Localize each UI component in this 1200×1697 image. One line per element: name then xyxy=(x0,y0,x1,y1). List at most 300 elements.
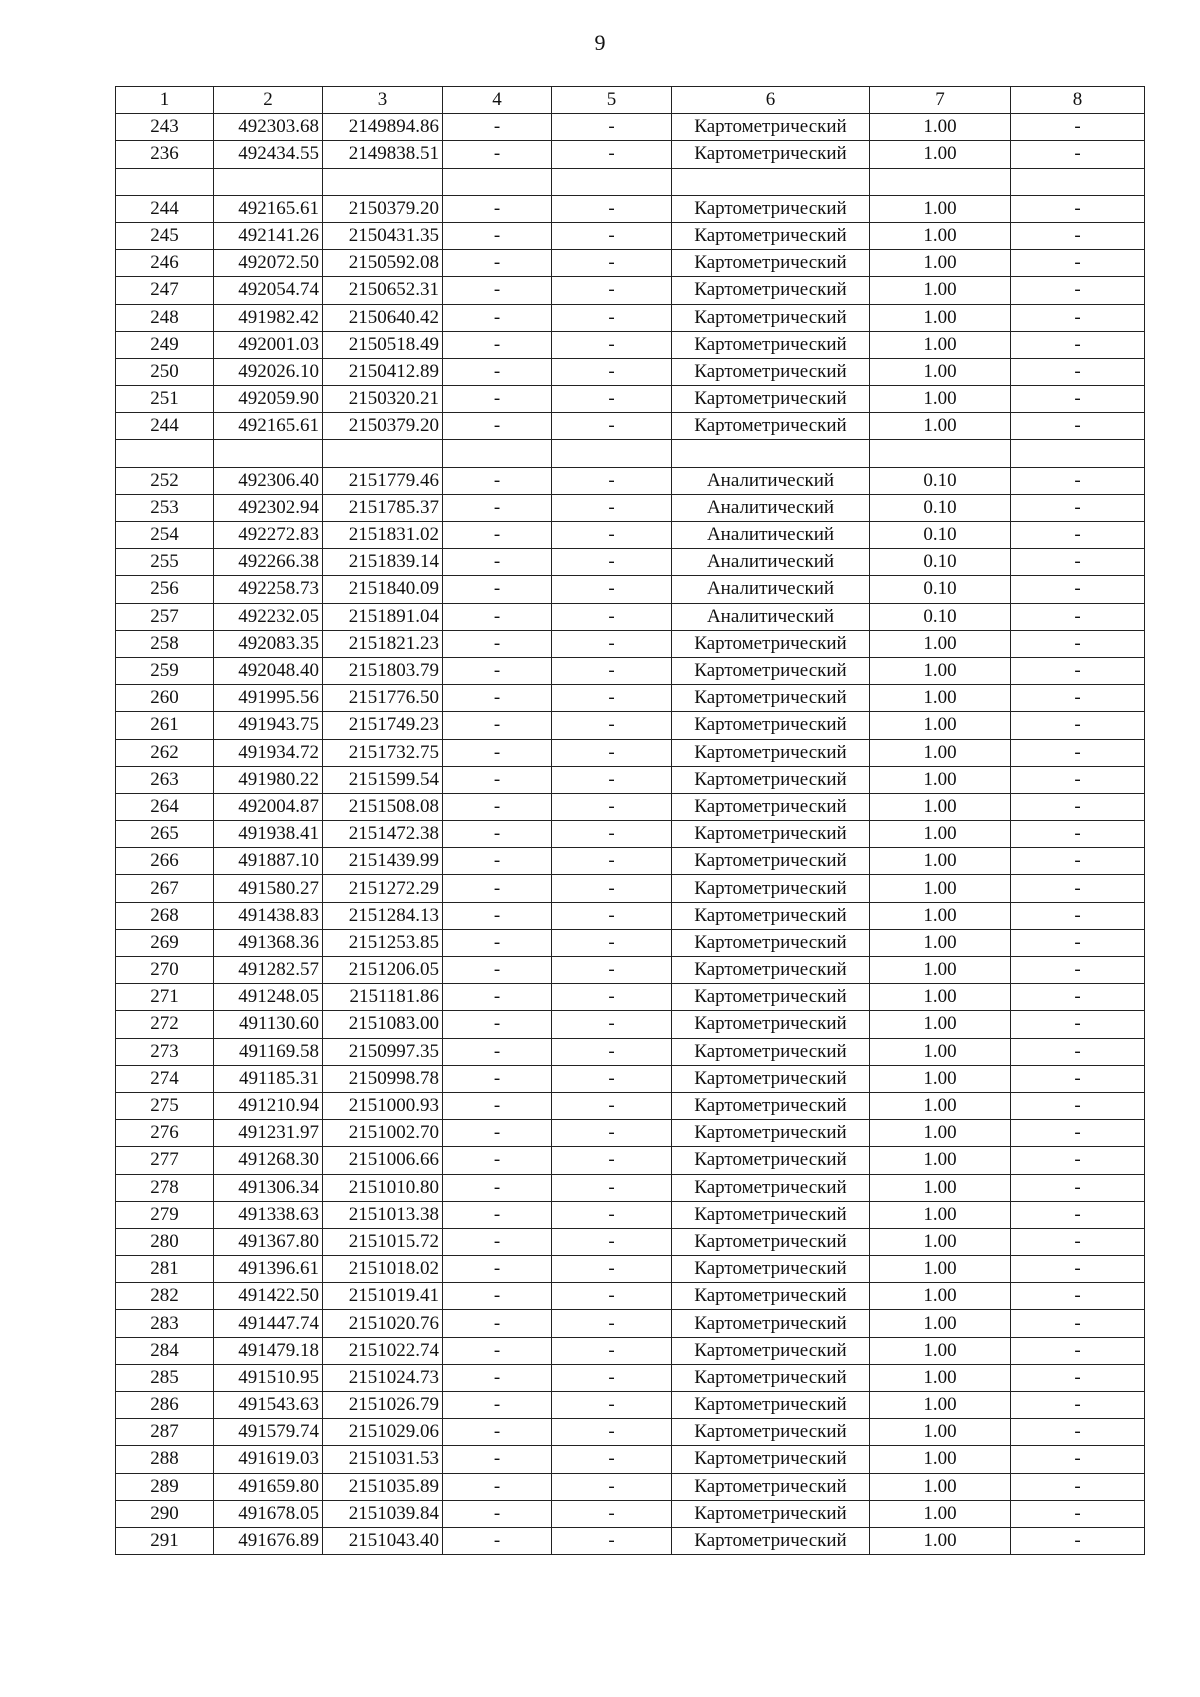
col-4-cell: - xyxy=(443,1120,552,1147)
table-row xyxy=(116,494,1145,521)
accuracy-cell: 1.00 xyxy=(870,1201,1011,1228)
x-coordinate-cell: 492059.90 xyxy=(214,386,323,413)
col-4-cell: - xyxy=(443,222,552,249)
table-row xyxy=(116,1147,1145,1174)
method-cell: Картометрический xyxy=(672,1500,870,1527)
method-cell: Картометрический xyxy=(672,1473,870,1500)
table-row xyxy=(116,1201,1145,1228)
table-row xyxy=(116,657,1145,684)
col-4-cell: - xyxy=(443,1174,552,1201)
y-coordinate-cell: 2151749.23 xyxy=(323,712,443,739)
col-8-cell: - xyxy=(1011,766,1145,793)
col-5-cell: - xyxy=(552,1283,672,1310)
y-coordinate-cell: 2151006.66 xyxy=(323,1147,443,1174)
point-number-cell: 286 xyxy=(116,1392,214,1419)
col-5-cell: - xyxy=(552,793,672,820)
col-5-cell: - xyxy=(552,522,672,549)
col-4-cell: - xyxy=(443,1228,552,1255)
col-5-cell: - xyxy=(552,1473,672,1500)
point-number-cell: 272 xyxy=(116,1011,214,1038)
method-cell: Картометрический xyxy=(672,1174,870,1201)
accuracy-cell: 1.00 xyxy=(870,222,1011,249)
col-5-cell: - xyxy=(552,250,672,277)
point-number-cell: 257 xyxy=(116,603,214,630)
accuracy-cell: 1.00 xyxy=(870,358,1011,385)
y-coordinate-cell: 2151821.23 xyxy=(323,630,443,657)
y-coordinate-cell: 2151181.86 xyxy=(323,984,443,1011)
col-8-cell: - xyxy=(1011,848,1145,875)
x-coordinate-cell: 491510.95 xyxy=(214,1364,323,1391)
col-4-cell: - xyxy=(443,114,552,141)
point-number-cell: 275 xyxy=(116,1092,214,1119)
table-row xyxy=(116,1310,1145,1337)
point-number-cell: 247 xyxy=(116,277,214,304)
method-cell: Картометрический xyxy=(672,304,870,331)
table-row xyxy=(116,522,1145,549)
col-4-cell: - xyxy=(443,1419,552,1446)
col-4-cell xyxy=(443,168,552,195)
col-4-cell: - xyxy=(443,603,552,630)
y-coordinate-cell: 2151083.00 xyxy=(323,1011,443,1038)
point-number-cell: 281 xyxy=(116,1256,214,1283)
point-number-cell: 285 xyxy=(116,1364,214,1391)
y-coordinate-cell: 2151840.09 xyxy=(323,576,443,603)
y-coordinate-cell: 2151000.93 xyxy=(323,1092,443,1119)
y-coordinate-cell: 2151776.50 xyxy=(323,685,443,712)
method-cell: Картометрический xyxy=(672,1310,870,1337)
x-coordinate-cell: 492258.73 xyxy=(214,576,323,603)
method-cell: Аналитический xyxy=(672,549,870,576)
method-cell: Картометрический xyxy=(672,1283,870,1310)
x-coordinate-cell xyxy=(214,440,323,467)
x-coordinate-cell: 491268.30 xyxy=(214,1147,323,1174)
col-8-cell: - xyxy=(1011,413,1145,440)
col-8-cell: - xyxy=(1011,793,1145,820)
table-row xyxy=(116,821,1145,848)
x-coordinate-cell: 491306.34 xyxy=(214,1174,323,1201)
method-cell: Картометрический xyxy=(672,685,870,712)
page-number: 9 xyxy=(594,30,606,55)
col-5-cell: - xyxy=(552,304,672,331)
table-row xyxy=(116,984,1145,1011)
y-coordinate-cell xyxy=(323,440,443,467)
table-row xyxy=(116,386,1145,413)
method-cell: Картометрический xyxy=(672,902,870,929)
col-5-cell: - xyxy=(552,712,672,739)
y-coordinate-cell: 2151803.79 xyxy=(323,657,443,684)
y-coordinate-cell: 2150431.35 xyxy=(323,222,443,249)
point-number-cell xyxy=(116,440,214,467)
col-4-cell: - xyxy=(443,1310,552,1337)
y-coordinate-cell: 2151272.29 xyxy=(323,875,443,902)
col-4-cell: - xyxy=(443,141,552,168)
col-4-cell: - xyxy=(443,1446,552,1473)
point-number-cell: 270 xyxy=(116,957,214,984)
col-5-cell: - xyxy=(552,494,672,521)
col-8-cell: - xyxy=(1011,1364,1145,1391)
accuracy-cell: 1.00 xyxy=(870,821,1011,848)
col-8-cell: - xyxy=(1011,1310,1145,1337)
y-coordinate-cell: 2150379.20 xyxy=(323,195,443,222)
y-coordinate-cell: 2149838.51 xyxy=(323,141,443,168)
point-number-cell: 255 xyxy=(116,549,214,576)
col-8-cell: - xyxy=(1011,1283,1145,1310)
col-5-cell: - xyxy=(552,902,672,929)
col-5-cell xyxy=(552,440,672,467)
table-row xyxy=(116,929,1145,956)
point-number-cell: 236 xyxy=(116,141,214,168)
col-8-cell: - xyxy=(1011,603,1145,630)
table-row xyxy=(116,1392,1145,1419)
x-coordinate-cell: 491169.58 xyxy=(214,1038,323,1065)
y-coordinate-cell: 2151010.80 xyxy=(323,1174,443,1201)
accuracy-cell: 0.10 xyxy=(870,494,1011,521)
y-coordinate-cell: 2151015.72 xyxy=(323,1228,443,1255)
header-cell-7: 7 xyxy=(870,87,1011,114)
col-8-cell: - xyxy=(1011,712,1145,739)
col-8-cell: - xyxy=(1011,821,1145,848)
method-cell: Картометрический xyxy=(672,1201,870,1228)
col-8-cell: - xyxy=(1011,1038,1145,1065)
table-row xyxy=(116,358,1145,385)
x-coordinate-cell: 491678.05 xyxy=(214,1500,323,1527)
x-coordinate-cell: 491130.60 xyxy=(214,1011,323,1038)
col-8-cell: - xyxy=(1011,467,1145,494)
col-5-cell: - xyxy=(552,1120,672,1147)
method-cell: Картометрический xyxy=(672,114,870,141)
x-coordinate-cell: 492303.68 xyxy=(214,114,323,141)
x-coordinate-cell: 492232.05 xyxy=(214,603,323,630)
col-5-cell: - xyxy=(552,1174,672,1201)
method-cell: Картометрический xyxy=(672,413,870,440)
x-coordinate-cell: 491676.89 xyxy=(214,1527,323,1554)
col-8-cell: - xyxy=(1011,1419,1145,1446)
y-coordinate-cell: 2151020.76 xyxy=(323,1310,443,1337)
y-coordinate-cell: 2151026.79 xyxy=(323,1392,443,1419)
y-coordinate-cell: 2151013.38 xyxy=(323,1201,443,1228)
x-coordinate-cell: 491887.10 xyxy=(214,848,323,875)
y-coordinate-cell: 2151508.08 xyxy=(323,793,443,820)
point-number-cell: 261 xyxy=(116,712,214,739)
col-5-cell: - xyxy=(552,875,672,902)
col-8-cell: - xyxy=(1011,250,1145,277)
col-5-cell: - xyxy=(552,1228,672,1255)
point-number-cell: 279 xyxy=(116,1201,214,1228)
accuracy-cell: 1.00 xyxy=(870,739,1011,766)
x-coordinate-cell: 492083.35 xyxy=(214,630,323,657)
point-number-cell: 253 xyxy=(116,494,214,521)
point-number-cell: 278 xyxy=(116,1174,214,1201)
x-coordinate-cell: 492054.74 xyxy=(214,277,323,304)
accuracy-cell: 1.00 xyxy=(870,1174,1011,1201)
point-number-cell: 274 xyxy=(116,1065,214,1092)
accuracy-cell: 1.00 xyxy=(870,685,1011,712)
y-coordinate-cell: 2151206.05 xyxy=(323,957,443,984)
col-8-cell: - xyxy=(1011,1527,1145,1554)
col-4-cell: - xyxy=(443,467,552,494)
accuracy-cell: 1.00 xyxy=(870,712,1011,739)
col-5-cell: - xyxy=(552,1011,672,1038)
accuracy-cell: 1.00 xyxy=(870,250,1011,277)
method-cell: Картометрический xyxy=(672,766,870,793)
col-8-cell xyxy=(1011,168,1145,195)
table-row xyxy=(116,195,1145,222)
col-8-cell: - xyxy=(1011,739,1145,766)
y-coordinate-cell xyxy=(323,168,443,195)
col-8-cell: - xyxy=(1011,222,1145,249)
accuracy-cell: 1.00 xyxy=(870,793,1011,820)
table-row xyxy=(116,1283,1145,1310)
x-coordinate-cell: 492072.50 xyxy=(214,250,323,277)
x-coordinate-cell: 491231.97 xyxy=(214,1120,323,1147)
table-row xyxy=(116,902,1145,929)
accuracy-cell: 1.00 xyxy=(870,848,1011,875)
y-coordinate-cell: 2150998.78 xyxy=(323,1065,443,1092)
y-coordinate-cell: 2151891.04 xyxy=(323,603,443,630)
accuracy-cell: 1.00 xyxy=(870,957,1011,984)
col-4-cell: - xyxy=(443,1527,552,1554)
accuracy-cell: 1.00 xyxy=(870,1392,1011,1419)
col-4-cell: - xyxy=(443,413,552,440)
col-5-cell: - xyxy=(552,739,672,766)
col-8-cell: - xyxy=(1011,386,1145,413)
x-coordinate-cell: 492141.26 xyxy=(214,222,323,249)
point-number-cell: 283 xyxy=(116,1310,214,1337)
x-coordinate-cell: 491210.94 xyxy=(214,1092,323,1119)
y-coordinate-cell: 2150412.89 xyxy=(323,358,443,385)
x-coordinate-cell: 491980.22 xyxy=(214,766,323,793)
point-number-cell: 271 xyxy=(116,984,214,1011)
col-8-cell: - xyxy=(1011,957,1145,984)
y-coordinate-cell: 2150379.20 xyxy=(323,413,443,440)
accuracy-cell: 1.00 xyxy=(870,331,1011,358)
col-8-cell: - xyxy=(1011,304,1145,331)
col-8-cell: - xyxy=(1011,1500,1145,1527)
point-number-cell xyxy=(116,168,214,195)
col-8-cell: - xyxy=(1011,1201,1145,1228)
col-4-cell: - xyxy=(443,1065,552,1092)
accuracy-cell: 1.00 xyxy=(870,1283,1011,1310)
method-cell: Картометрический xyxy=(672,957,870,984)
point-number-cell: 263 xyxy=(116,766,214,793)
accuracy-cell: 1.00 xyxy=(870,304,1011,331)
method-cell: Картометрический xyxy=(672,929,870,956)
x-coordinate-cell: 492302.94 xyxy=(214,494,323,521)
method-cell: Картометрический xyxy=(672,821,870,848)
col-5-cell: - xyxy=(552,1392,672,1419)
col-5-cell: - xyxy=(552,576,672,603)
x-coordinate-cell: 492306.40 xyxy=(214,467,323,494)
y-coordinate-cell: 2151779.46 xyxy=(323,467,443,494)
table-row xyxy=(116,712,1145,739)
table-row xyxy=(116,168,1145,195)
col-8-cell: - xyxy=(1011,576,1145,603)
y-coordinate-cell: 2151019.41 xyxy=(323,1283,443,1310)
table-row xyxy=(116,848,1145,875)
col-4-cell: - xyxy=(443,957,552,984)
col-4-cell: - xyxy=(443,1500,552,1527)
method-cell: Аналитический xyxy=(672,522,870,549)
col-8-cell: - xyxy=(1011,1120,1145,1147)
col-8-cell: - xyxy=(1011,114,1145,141)
col-5-cell: - xyxy=(552,766,672,793)
method-cell: Картометрический xyxy=(672,1011,870,1038)
table-row xyxy=(116,467,1145,494)
y-coordinate-cell: 2151599.54 xyxy=(323,766,443,793)
col-8-cell: - xyxy=(1011,984,1145,1011)
table-row xyxy=(116,1011,1145,1038)
col-4-cell: - xyxy=(443,712,552,739)
point-number-cell: 262 xyxy=(116,739,214,766)
y-coordinate-cell: 2151018.02 xyxy=(323,1256,443,1283)
col-4-cell: - xyxy=(443,1092,552,1119)
point-number-cell: 244 xyxy=(116,413,214,440)
table-row xyxy=(116,250,1145,277)
col-5-cell: - xyxy=(552,630,672,657)
x-coordinate-cell: 491934.72 xyxy=(214,739,323,766)
col-4-cell: - xyxy=(443,630,552,657)
method-cell: Картометрический xyxy=(672,1038,870,1065)
col-5-cell: - xyxy=(552,957,672,984)
col-4-cell: - xyxy=(443,929,552,956)
col-8-cell: - xyxy=(1011,1147,1145,1174)
col-4-cell: - xyxy=(443,766,552,793)
header-cell-8: 8 xyxy=(1011,87,1145,114)
method-cell: Картометрический xyxy=(672,1419,870,1446)
table-row xyxy=(116,1527,1145,1554)
x-coordinate-cell: 492026.10 xyxy=(214,358,323,385)
x-coordinate-cell: 491367.80 xyxy=(214,1228,323,1255)
col-5-cell: - xyxy=(552,1419,672,1446)
col-5-cell: - xyxy=(552,222,672,249)
col-4-cell: - xyxy=(443,1283,552,1310)
x-coordinate-cell: 492434.55 xyxy=(214,141,323,168)
col-8-cell: - xyxy=(1011,1065,1145,1092)
method-cell: Картометрический xyxy=(672,984,870,1011)
header-cell-1: 1 xyxy=(116,87,214,114)
point-number-cell: 287 xyxy=(116,1419,214,1446)
y-coordinate-cell: 2151284.13 xyxy=(323,902,443,929)
col-5-cell: - xyxy=(552,685,672,712)
accuracy-cell: 0.10 xyxy=(870,467,1011,494)
col-8-cell: - xyxy=(1011,277,1145,304)
table-row xyxy=(116,413,1145,440)
point-number-cell: 289 xyxy=(116,1473,214,1500)
point-number-cell: 259 xyxy=(116,657,214,684)
point-number-cell: 280 xyxy=(116,1228,214,1255)
point-number-cell: 284 xyxy=(116,1337,214,1364)
col-4-cell: - xyxy=(443,984,552,1011)
table-row xyxy=(116,1256,1145,1283)
y-coordinate-cell: 2150640.42 xyxy=(323,304,443,331)
accuracy-cell: 1.00 xyxy=(870,875,1011,902)
accuracy-cell: 1.00 xyxy=(870,1092,1011,1119)
accuracy-cell: 1.00 xyxy=(870,1310,1011,1337)
col-8-cell: - xyxy=(1011,522,1145,549)
x-coordinate-cell: 492266.38 xyxy=(214,549,323,576)
x-coordinate-cell: 492165.61 xyxy=(214,413,323,440)
method-cell: Картометрический xyxy=(672,195,870,222)
x-coordinate-cell: 491619.03 xyxy=(214,1446,323,1473)
col-5-cell: - xyxy=(552,386,672,413)
point-number-cell: 288 xyxy=(116,1446,214,1473)
method-cell: Аналитический xyxy=(672,576,870,603)
col-4-cell: - xyxy=(443,1256,552,1283)
col-5-cell: - xyxy=(552,277,672,304)
accuracy-cell xyxy=(870,440,1011,467)
col-4-cell: - xyxy=(443,1473,552,1500)
accuracy-cell: 1.00 xyxy=(870,657,1011,684)
method-cell: Картометрический xyxy=(672,1228,870,1255)
method-cell: Картометрический xyxy=(672,1527,870,1554)
table-row xyxy=(116,114,1145,141)
table-row xyxy=(116,957,1145,984)
y-coordinate-cell: 2151831.02 xyxy=(323,522,443,549)
x-coordinate-cell: 491185.31 xyxy=(214,1065,323,1092)
accuracy-cell: 0.10 xyxy=(870,576,1011,603)
table-row xyxy=(116,222,1145,249)
y-coordinate-cell: 2151002.70 xyxy=(323,1120,443,1147)
x-coordinate-cell: 491396.61 xyxy=(214,1256,323,1283)
accuracy-cell: 1.00 xyxy=(870,1473,1011,1500)
accuracy-cell: 1.00 xyxy=(870,902,1011,929)
y-coordinate-cell: 2151022.74 xyxy=(323,1337,443,1364)
x-coordinate-cell: 492004.87 xyxy=(214,793,323,820)
y-coordinate-cell: 2151035.89 xyxy=(323,1473,443,1500)
accuracy-cell: 1.00 xyxy=(870,1500,1011,1527)
table-row xyxy=(116,1228,1145,1255)
col-4-cell: - xyxy=(443,331,552,358)
method-cell: Картометрический xyxy=(672,1446,870,1473)
col-4-cell: - xyxy=(443,1038,552,1065)
col-5-cell: - xyxy=(552,821,672,848)
col-4-cell: - xyxy=(443,1392,552,1419)
method-cell: Картометрический xyxy=(672,1092,870,1119)
point-number-cell: 248 xyxy=(116,304,214,331)
y-coordinate-cell: 2150518.49 xyxy=(323,331,443,358)
point-number-cell: 246 xyxy=(116,250,214,277)
x-coordinate-cell: 491982.42 xyxy=(214,304,323,331)
y-coordinate-cell: 2151439.99 xyxy=(323,848,443,875)
method-cell: Картометрический xyxy=(672,1065,870,1092)
col-5-cell: - xyxy=(552,413,672,440)
method-cell xyxy=(672,168,870,195)
table-row xyxy=(116,141,1145,168)
header-cell-2: 2 xyxy=(214,87,323,114)
accuracy-cell: 0.10 xyxy=(870,522,1011,549)
point-number-cell: 264 xyxy=(116,793,214,820)
x-coordinate-cell: 491248.05 xyxy=(214,984,323,1011)
method-cell: Картометрический xyxy=(672,1120,870,1147)
col-4-cell: - xyxy=(443,1337,552,1364)
col-5-cell: - xyxy=(552,1038,672,1065)
method-cell: Картометрический xyxy=(672,222,870,249)
col-8-cell xyxy=(1011,440,1145,467)
table-row xyxy=(116,1364,1145,1391)
col-4-cell: - xyxy=(443,250,552,277)
point-number-cell: 260 xyxy=(116,685,214,712)
col-4-cell: - xyxy=(443,793,552,820)
col-4-cell: - xyxy=(443,821,552,848)
point-number-cell: 244 xyxy=(116,195,214,222)
col-8-cell: - xyxy=(1011,1473,1145,1500)
y-coordinate-cell: 2151785.37 xyxy=(323,494,443,521)
method-cell: Картометрический xyxy=(672,630,870,657)
table-row xyxy=(116,793,1145,820)
y-coordinate-cell: 2150592.08 xyxy=(323,250,443,277)
col-5-cell: - xyxy=(552,657,672,684)
col-5-cell: - xyxy=(552,114,672,141)
